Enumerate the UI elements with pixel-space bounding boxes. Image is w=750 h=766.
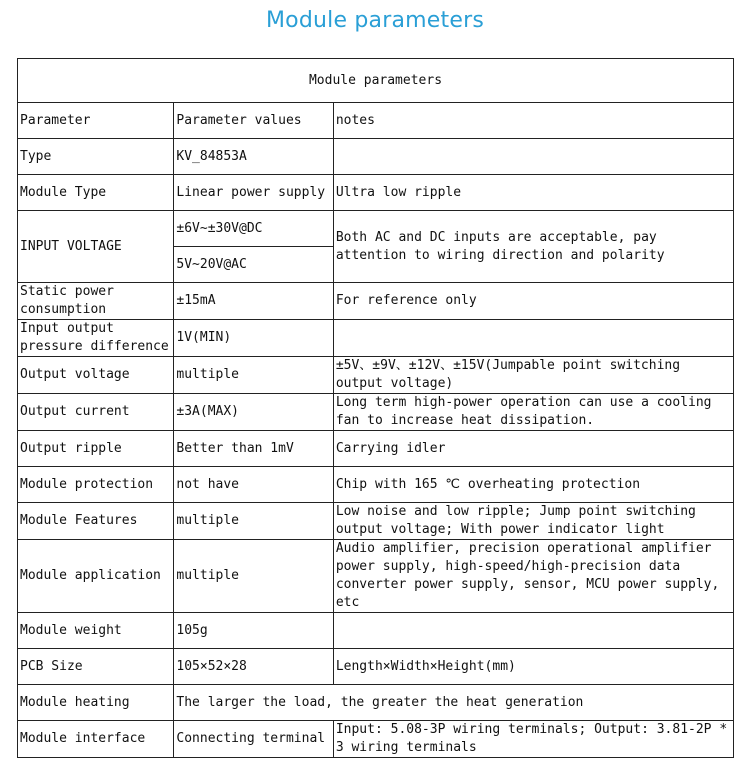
table-row bbox=[18, 467, 734, 503]
table-row bbox=[18, 685, 734, 721]
row-note: For reference only bbox=[333, 283, 733, 320]
table-row bbox=[18, 540, 734, 613]
row-note: Ultra low ripple bbox=[333, 175, 733, 211]
row-label: Module application bbox=[18, 540, 174, 613]
row-value: 105g bbox=[174, 613, 333, 649]
row-value: ±3A(MAX) bbox=[174, 394, 333, 431]
row-note: Input: 5.08-3P wiring terminals; Output: 3.81-2P * 3 wiring terminals bbox=[333, 721, 733, 758]
row-label: Output voltage bbox=[18, 357, 174, 394]
table-row bbox=[18, 357, 734, 394]
table-row bbox=[18, 721, 734, 758]
row-label: Type bbox=[18, 139, 174, 175]
row-value: multiple bbox=[174, 540, 333, 613]
row-label: Static power consumption bbox=[18, 283, 174, 320]
row-label: Output current bbox=[18, 394, 174, 431]
table-row bbox=[18, 139, 734, 175]
row-value-dc: ±6V~±30V@DC bbox=[174, 211, 333, 247]
page-heading: Module parameters bbox=[266, 8, 484, 33]
row-note: Both AC and DC inputs are acceptable, pay attention to wiring direction and polarity bbox=[333, 211, 733, 283]
table-row bbox=[18, 283, 734, 320]
row-note bbox=[333, 320, 733, 357]
row-note: Length×Width×Height(mm) bbox=[333, 649, 733, 685]
table-row bbox=[18, 175, 734, 211]
row-value: 105×52×28 bbox=[174, 649, 333, 685]
row-value: ±15mA bbox=[174, 283, 333, 320]
row-note bbox=[333, 139, 733, 175]
row-label: INPUT VOLTAGE bbox=[18, 211, 174, 283]
row-note: ±5V、±9V、±12V、±15V(Jumpable point switching output voltage) bbox=[333, 357, 733, 394]
table-row bbox=[18, 613, 734, 649]
row-label: Module Type bbox=[18, 175, 174, 211]
row-label: Output ripple bbox=[18, 431, 174, 467]
row-note: Chip with 165 ℃ overheating protection bbox=[333, 467, 733, 503]
row-value: not have bbox=[174, 467, 333, 503]
row-note: Audio amplifier, precision operational amplifier power supply, high-speed/high-precision data converter power supply, sensor, MCU power supply, etc bbox=[333, 540, 733, 613]
table-row bbox=[18, 503, 734, 540]
table-row bbox=[18, 211, 734, 247]
row-label: Module weight bbox=[18, 613, 174, 649]
table-title: Module parameters bbox=[18, 59, 734, 103]
header-notes: notes bbox=[333, 103, 733, 139]
row-value: multiple bbox=[174, 357, 333, 394]
row-value: The larger the load, the greater the heat generation bbox=[174, 685, 734, 721]
row-note: Low noise and low ripple; Jump point switching output voltage; With power indicator light bbox=[333, 503, 733, 540]
header-parameter-values: Parameter values bbox=[174, 103, 333, 139]
row-value: Linear power supply bbox=[174, 175, 333, 211]
row-note bbox=[333, 613, 733, 649]
row-label: Module interface bbox=[18, 721, 174, 758]
table-row bbox=[18, 320, 734, 357]
row-note: Long term high-power operation can use a cooling fan to increase heat dissipation. bbox=[333, 394, 733, 431]
row-value: 1V(MIN) bbox=[174, 320, 333, 357]
row-label: Input output pressure difference bbox=[18, 320, 174, 357]
row-value: multiple bbox=[174, 503, 333, 540]
table-row bbox=[18, 649, 734, 685]
row-label: Module Features bbox=[18, 503, 174, 540]
row-note: Carrying idler bbox=[333, 431, 733, 467]
row-label: Module protection bbox=[18, 467, 174, 503]
table-row bbox=[18, 431, 734, 467]
row-label: Module heating bbox=[18, 685, 174, 721]
module-parameters-table bbox=[17, 58, 734, 758]
row-label: PCB Size bbox=[18, 649, 174, 685]
table-title-row bbox=[18, 59, 734, 103]
row-value-ac: 5V~20V@AC bbox=[174, 247, 333, 283]
row-value: Better than 1mV bbox=[174, 431, 333, 467]
table-header-row bbox=[18, 103, 734, 139]
row-value: KV_84853A bbox=[174, 139, 333, 175]
header-parameter: Parameter bbox=[18, 103, 174, 139]
table-row bbox=[18, 394, 734, 431]
row-value: Connecting terminal bbox=[174, 721, 333, 758]
